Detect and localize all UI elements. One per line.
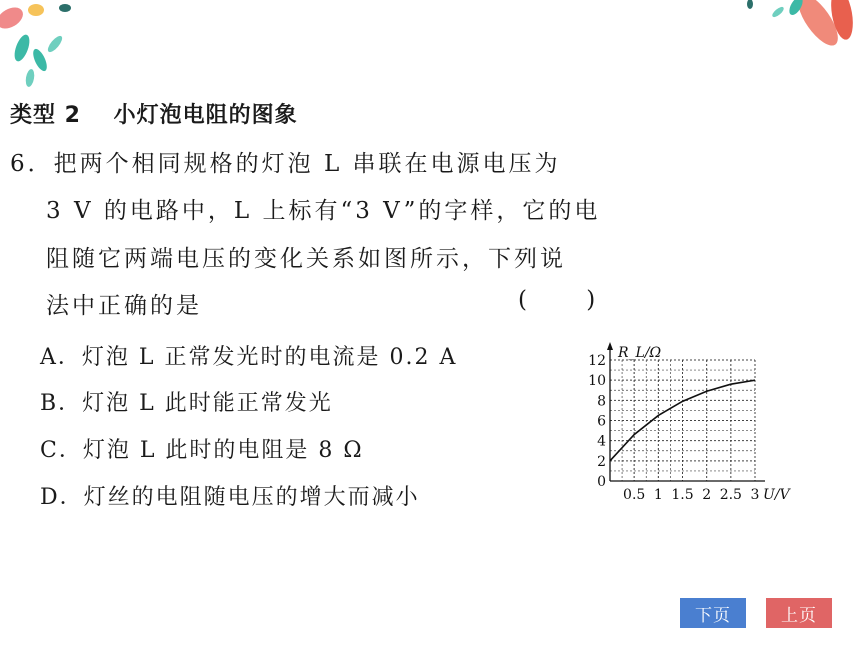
section-heading bbox=[10, 98, 298, 129]
y-tick-label: 6 bbox=[597, 413, 606, 430]
y-axis-label: R_L/Ω bbox=[618, 345, 662, 361]
x-tick-label: 3 bbox=[750, 487, 760, 503]
question-line-4: 法中正确的是 bbox=[46, 293, 202, 319]
y-axis-arrow bbox=[607, 342, 613, 350]
y-tick-label: 4 bbox=[597, 433, 606, 450]
resistance-voltage-chart bbox=[590, 338, 810, 508]
origin-label: 0 bbox=[597, 474, 606, 490]
question-line-3: 阻随它两端电压的变化关系如图所示，下列说 bbox=[46, 246, 566, 272]
x-tick-label: 2 bbox=[702, 487, 712, 503]
y-tick-label: 8 bbox=[597, 393, 606, 410]
x-tick-label: 0.5 bbox=[623, 487, 646, 503]
x-tick-label: 2.5 bbox=[719, 487, 742, 503]
question-line-2: 3 V 的电路中，L 上标有“3 V”的字样，它的电 bbox=[46, 198, 601, 224]
x-tick-label: 1.5 bbox=[671, 487, 694, 503]
flower-leaves-icon bbox=[0, 0, 110, 95]
feather-leaves-icon bbox=[730, 0, 860, 75]
x-tick-label: 1 bbox=[653, 487, 663, 503]
heading-title: 小灯泡电阻的图象 bbox=[113, 103, 298, 128]
next-page-button[interactable]: 下页 bbox=[680, 598, 746, 628]
option-d: D．灯丝的电阻随电压的增大而减小 bbox=[40, 485, 420, 510]
x-axis-label: U/V bbox=[763, 487, 790, 503]
heading-number: 类型 2 bbox=[10, 103, 81, 128]
answer-parentheses: ( ) bbox=[518, 287, 622, 313]
option-c: C．灯泡 L 此时的电阻是 8 Ω bbox=[40, 438, 364, 463]
y-tick-label: 2 bbox=[597, 453, 606, 470]
prev-page-button[interactable]: 上页 bbox=[766, 598, 832, 628]
option-a: A．灯泡 L 正常发光时的电流是 0.2 A bbox=[40, 345, 458, 370]
option-b: B．灯泡 L 此时能正常发光 bbox=[40, 391, 333, 416]
question-line-1: 6．把两个相同规格的灯泡 L 串联在电源电压为 bbox=[10, 151, 561, 177]
y-tick-label: 12 bbox=[588, 353, 606, 369]
y-tick-label: 10 bbox=[588, 373, 606, 390]
